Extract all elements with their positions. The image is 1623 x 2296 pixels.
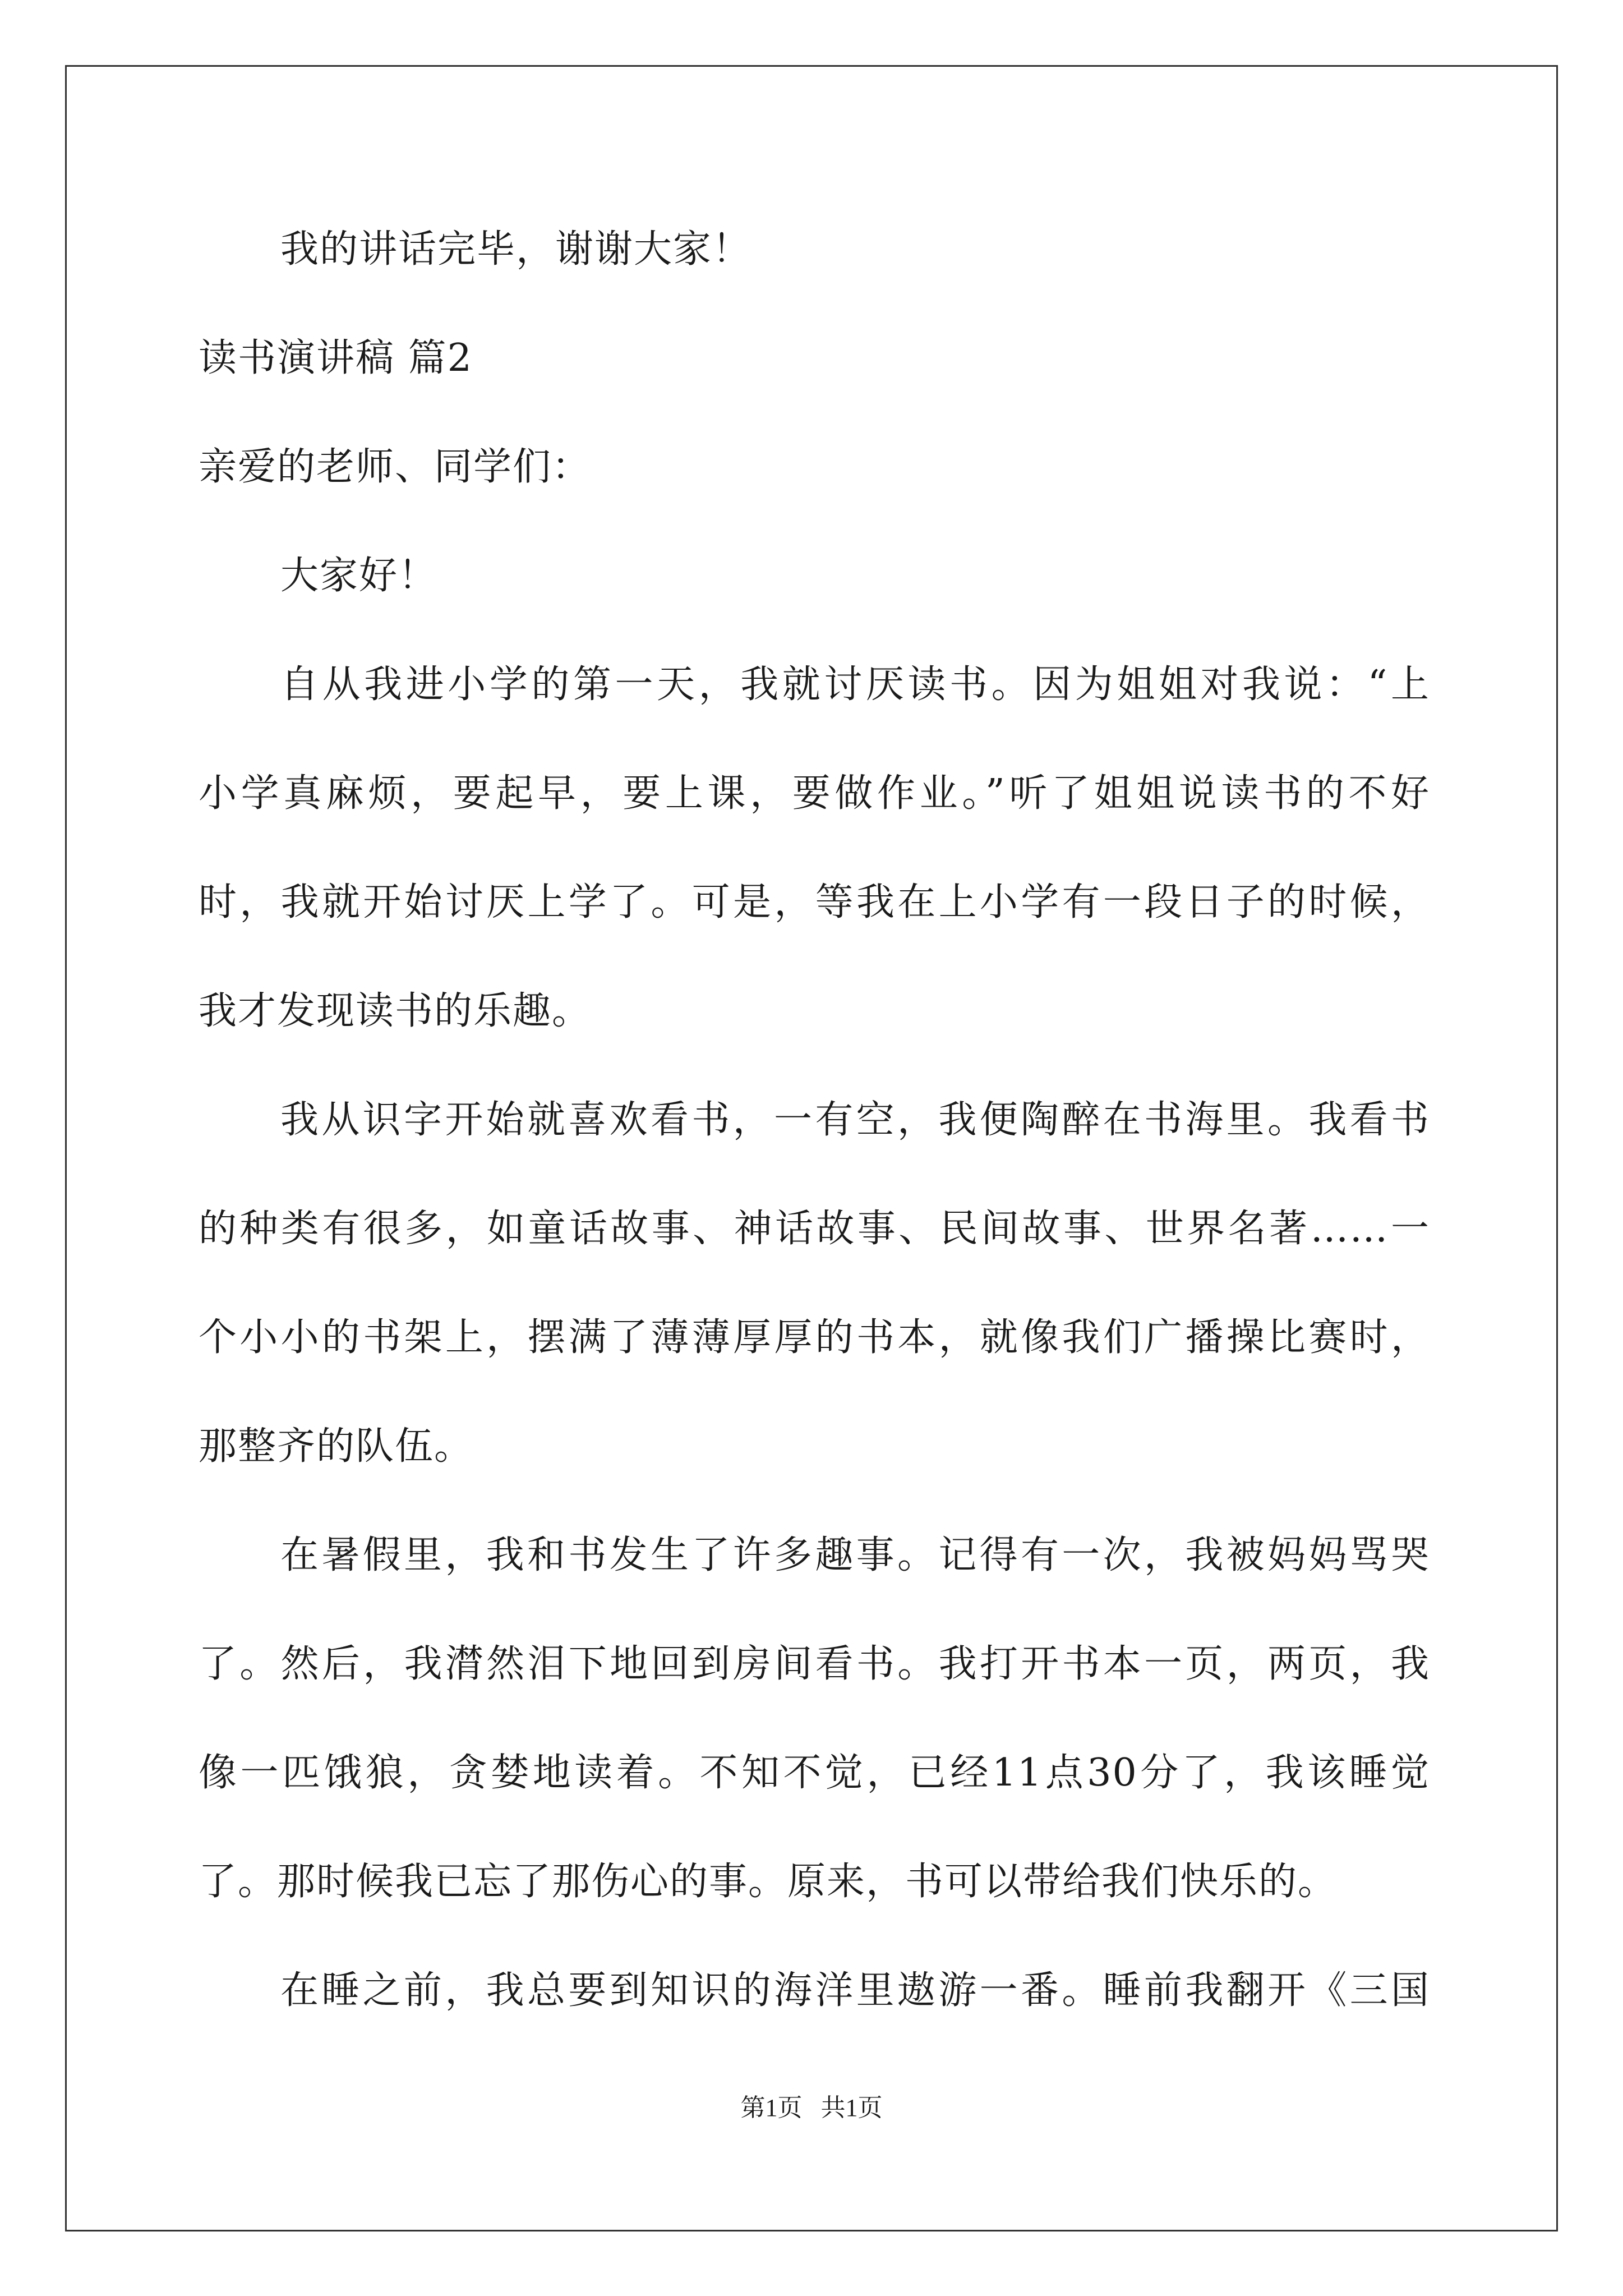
salutation: 亲爱的老师、同学们：	[199, 445, 592, 489]
paragraph-1-line-4: 我才发现读书的乐趣。	[199, 989, 592, 1033]
paragraph-2-line-4: 那整齐的队伍。	[199, 1424, 474, 1469]
paragraph-1-line-3: 时，我就开始讨厌上学了。可是，等我在上小学有一段日子的时候，	[199, 880, 1430, 924]
closing-line: 我的讲话完毕，谢谢大家！	[280, 227, 752, 272]
paragraph-4-line-1: 在睡之前，我总要到知识的海洋里遨游一番。睡前我翻开《三国	[280, 1968, 1430, 2013]
paragraph-3-line-4: 了。那时候我已忘了那伤心的事。原来，书可以带给我们快乐的。	[199, 1860, 1338, 1904]
page-footer: 第1页 共1页	[740, 2094, 883, 2122]
paragraph-3-line-1: 在暑假里，我和书发生了许多趣事。记得有一次，我被妈妈骂哭	[280, 1533, 1430, 1577]
paragraph-3-line-2: 了。然后，我潸然泪下地回到房间看书。我打开书本一页，两页，我	[199, 1642, 1430, 1686]
paragraph-1-line-1: 自从我进小学的第一天，我就讨厌读书。因为姐姐对我说：“上	[280, 662, 1430, 707]
paragraph-2-line-1: 我从识字开始就喜欢看书，一有空，我便陶醉在书海里。我看书	[280, 1098, 1430, 1142]
paragraph-2-line-2: 的种类有很多，如童话故事、神话故事、民间故事、世界名著……一	[199, 1207, 1430, 1251]
paragraph-3-line-3: 像一匹饿狼，贪婪地读着。不知不觉，已经11点30分了，我该睡觉	[199, 1751, 1430, 1795]
greeting: 大家好！	[280, 554, 438, 598]
paragraph-2-line-3: 个小小的书架上，摆满了薄薄厚厚的书本，就像我们广播操比赛时，	[199, 1315, 1430, 1360]
section-title: 读书演讲稿 篇2	[199, 336, 473, 380]
paragraph-1-line-2: 小学真麻烦，要起早，要上课，要做作业。”听了姐姐说读书的不好	[199, 771, 1430, 816]
